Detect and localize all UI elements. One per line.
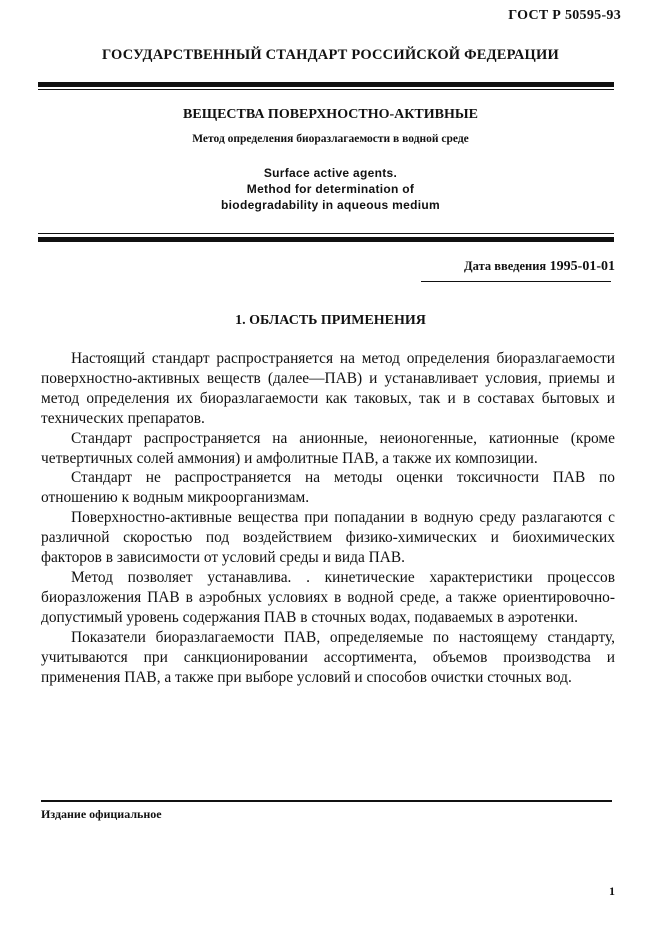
introduction-date-value: 1995-01-01: [549, 259, 615, 274]
paragraph: Метод позволяет устанавлива. . кинетические характеристики процессов биоразложения ПАВ в аэробных условиях в водной среде, а также ориентировочно-допустимый уровень содержания ПАВ в сточных водах, подаваемых в аэротенки.: [41, 568, 615, 626]
paragraph: Поверхностно-активные вещества при попадании в водную среду разлагаются с различной скоростью под воздействием физико-химических и биохимических факторов в зависимости от условий среды и вида ПАВ.: [41, 509, 615, 567]
official-edition-note: Издание официальное: [41, 807, 162, 821]
state-standard-heading: ГОСУДАРСТВЕННЫЙ СТАНДАРТ РОССИЙСКОЙ ФЕДЕРАЦИИ: [101, 47, 559, 63]
paragraph: Показатели биоразлагаемости ПАВ, определяемые по настоящему стандарту, учитываются при санкционировании ассортимента, объемов производства и применения ПАВ, а также при выборе условий и способов очистки сточных вод.: [41, 628, 615, 686]
paragraph: Настоящий стандарт распространяется на метод определения биоразлагаемости поверхностно-активных веществ (далее—ПАВ) и устанавливает условия, приемы и метод определения их биоразлагаемости как таковых, так и в составах бытовых и технических препаратов.: [41, 350, 615, 427]
introduction-date-label: Дата введения: [464, 259, 547, 273]
paragraph: Стандарт не распространяется на методы оценки токсичности ПАВ по отношению к водным микроорганизмам.: [41, 469, 615, 507]
page-number: 1: [609, 884, 615, 898]
date-underline: [421, 281, 611, 282]
top-thick-rule: [38, 82, 614, 87]
document-subtitle: Метод определения биоразлагаемости в водной среде: [192, 133, 469, 145]
english-title-line: biodegradability in aqueous medium: [221, 198, 440, 212]
section-body: [41, 349, 615, 687]
english-title-line: Method for determination of: [246, 182, 415, 196]
introduction-date: [464, 259, 615, 275]
english-title-line: Surface active agents.: [263, 166, 398, 180]
top-thin-rule: [38, 89, 614, 90]
footer-rule: [41, 800, 612, 802]
document-code: ГОСТ Р 50595-93: [508, 8, 621, 23]
section-heading: 1. ОБЛАСТЬ ПРИМЕНЕНИЯ: [235, 313, 426, 328]
english-title: [0, 165, 661, 213]
document-title: ВЕЩЕСТВА ПОВЕРХНОСТНО-АКТИВНЫЕ: [183, 107, 478, 122]
paragraph: Стандарт распространяется на анионные, неионогенные, катионные (кроме четвертичных солей аммония) и амфолитные ПАВ, а также их композиции.: [41, 429, 615, 467]
mid-thick-rule: [38, 237, 614, 242]
mid-thin-rule: [38, 233, 614, 234]
